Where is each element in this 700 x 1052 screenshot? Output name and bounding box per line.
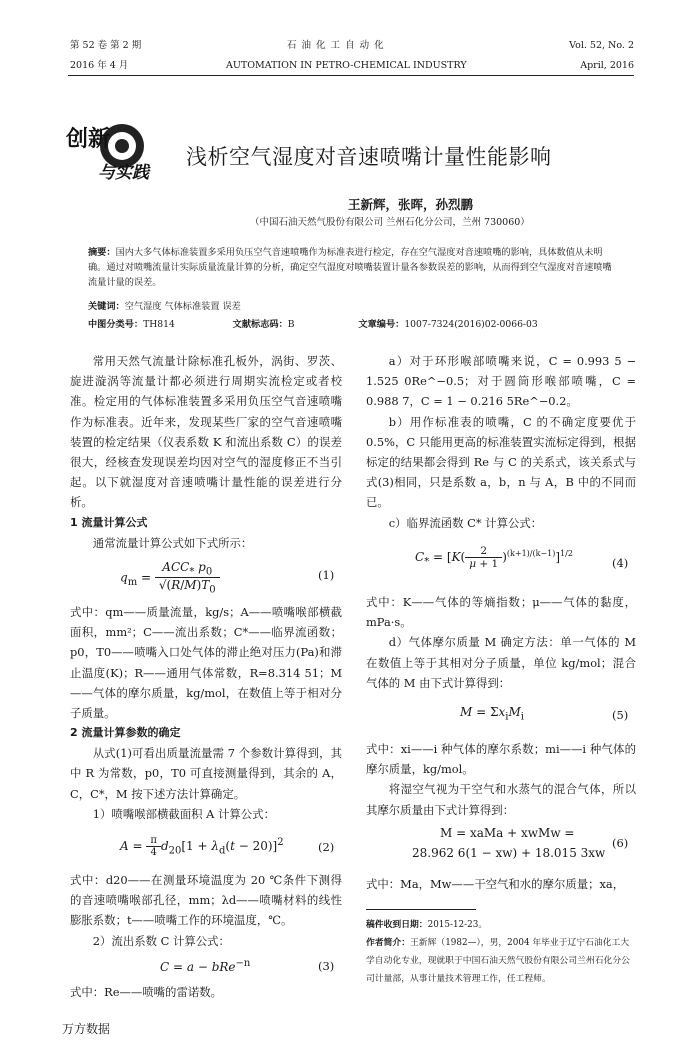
column-logo (64, 120, 172, 182)
abstract (88, 245, 618, 290)
journal-title-cn: 石 油 化 工 自 动 化 (287, 40, 385, 51)
watermark: 万方数据 (62, 1022, 111, 1036)
article-label: 文章编号： (358, 319, 405, 330)
item-c: c）临界流函数 C* 计算公式： (388, 515, 543, 530)
section-1-text: 通常流量计算公式如下式所示： (92, 535, 253, 550)
equation-6-description: 式中：Ma，Mw——干空气和水的摩尔质量；xa， (366, 877, 625, 891)
author-bio (366, 934, 636, 988)
clc-label: 中图分类号： (88, 319, 144, 330)
equation-1-number: (1) (318, 568, 335, 582)
equation-3 (160, 958, 250, 974)
journal-title-en: AUTOMATION IN PETRO-CHEMICAL INDUSTRY (226, 60, 467, 71)
footnote-rule (366, 909, 476, 910)
received-label: 稿件收到日期： (366, 920, 428, 930)
author-bio-label: 作者简介： (366, 938, 410, 948)
abstract-label: 摘要： (88, 247, 116, 258)
left-column (70, 351, 342, 553)
clc-value: TH814 (143, 319, 175, 330)
volume-issue: 第 52 卷 第 2 期 (70, 40, 142, 51)
equation-1-description: 式中：qm——质量流量，kg/s；A——喷嘴喉部横截面积，mm²；C——流出系数；C*——临界流函数；p0，T0——喷嘴入口处气体的滞止绝对压力(Pa)和滞止温度(K)；R——通用气体常数，R=8.314 51；M——气体的摩尔质量，kg/mol，在数值上等于相对分子质量。 (70, 605, 342, 721)
section-2-heading: 2 流量计算参数的确定 (70, 726, 181, 740)
left-column-3 (70, 870, 342, 951)
subsection-1: 1）喷嘴喉部横截面积 A 计算公式： (92, 806, 275, 821)
equation-5-number: (5) (612, 708, 629, 722)
abstract-text: 国内大多气体标准装置多采用负压空气音速喷嘴作为标准表进行检定，存在空气湿度对音速喷嘴的影响，具体数值从未明确。通过对喷嘴流量计实际质量流量计算的分析，确定空气湿度对喷嘴装置计量各参数误差的影响，从而得到空气湿度对音速喷嘴流量计量的误差。 (88, 247, 612, 288)
issue-date: 2016 年 4 月 (70, 60, 129, 71)
header-rule (68, 75, 634, 76)
doc-label: 文献标志码： (232, 319, 288, 330)
authors: 王新辉，张晖，孙烈鹏 (348, 197, 474, 212)
equation-1: $q_m$ = $\frac{ACC_* p_0}{√(R/M)T_0}$ (120, 560, 220, 596)
section-2-text: 从式(1)可看出质量流量需 7 个参数计算得到，其中 R 为常数，p0，T0 可直接测量得到，其余的 A，C，C*，M 按下述方法计算确定。 (70, 746, 342, 801)
right-column-2 (366, 592, 636, 693)
item-d: d）气体摩尔质量 M 确定方法：单一气体的 M 在数值上等于其相对分子质量，单位 kg/mol；混合气体的 M 由下式计算得到： (366, 635, 636, 690)
affiliation: （中国石油天然气股份有限公司 兰州石化分公司，兰州 730060） (250, 217, 530, 228)
right-column-3 (366, 739, 636, 820)
equation-3-exponent: −n (235, 958, 251, 969)
classification (88, 317, 618, 332)
humid-air-text: 将湿空气视为干空气和水蒸气的混合气体，所以其摩尔质量由下式计算得到： (366, 782, 636, 817)
equation-4-description: 式中：K——气体的等熵指数；μ——气体的黏度，mPa·s。 (366, 595, 636, 630)
item-a: a）对于环形喉部喷嘴来说，C = 0.993 5 − 1.525 0Re^−0.5；对于圆筒形喉部喷嘴，C = 0.988 7，C = 1 − 0.216 5Re^−0.2。 (366, 354, 636, 409)
equation-3-number: (3) (318, 959, 335, 973)
equation-6-line-2: 28.962 6(1 − xw) + 18.015 3xw (412, 846, 606, 860)
doc-value: B (287, 319, 295, 330)
received-line (366, 916, 636, 934)
intro-paragraph: 常用天然气流量计除标准孔板外，涡街、罗茨、旋进漩涡等流量计都必须进行周期实流检定或者校准。检定用的气体标准装置多采用负压空气音速喷嘴作为标准表。近年来，发现某些厂家的空气音速喷嘴装置的检定结果（仪表系数 K 和流出系数 C）的误差很大，经核查发现误差均因对空气的湿度修正不当引起。以下就湿度对音速喷嘴计量性能的误差进行分析。 (70, 354, 342, 510)
logo-graphic (64, 120, 172, 182)
equation-6-line-1: M = xaMa + xwMw = (440, 826, 575, 840)
equation-5: $M = \Sigma x_iM_i$ (460, 705, 524, 723)
volume-en: Vol. 52, No. 2 (569, 40, 634, 51)
equation-2-number: (2) (318, 840, 335, 854)
left-column-4 (70, 982, 342, 1002)
footnote (366, 916, 636, 988)
equation-3-body: C = a − bRe (160, 960, 236, 974)
equation-2: A = $\frac{\pi}{4}$ $d_{20}[1 + \lambda_d(t - 20)]^2$ (120, 835, 284, 858)
keywords (88, 299, 618, 314)
article-title: 浅析空气湿度对音速喷嘴计量性能影响 (186, 145, 552, 169)
equation-2-description: 式中：d20——在测量环境温度为 20 ℃条件下测得的音速喷嘴喉部孔径，mm；λd——喷嘴材料的线性膨胀系数；t——喷嘴工作的环境温度，℃。 (70, 873, 342, 928)
equation-6-number: (6) (612, 836, 629, 850)
article-value: 1007-7324(2016)02-0066-03 (404, 319, 538, 330)
right-column (366, 351, 636, 533)
keywords-text: 空气湿度 气体标准装置 误差 (124, 301, 241, 312)
equation-5-description: 式中：xi——i 种气体的摩尔系数；mi——i 种气体的摩尔质量，kg/mol。 (366, 742, 636, 777)
date-en: April, 2016 (580, 60, 634, 71)
logo-text-1: 创新 (66, 127, 111, 152)
equation-4-number: (4) (612, 556, 629, 570)
left-column-2 (70, 602, 342, 824)
subsection-2: 2）流出系数 C 计算公式： (92, 933, 230, 948)
equation-3-description: 式中：Re——喷嘴的雷诺数。 (70, 985, 223, 999)
author-bio-text: 王新辉（1982—），男，2004 年毕业于辽宁石油化工大学自动化专业，现就职于中国石油天然气股份有限公司兰州石化分公司计量部，从事计量技术管理工作，任工程师。 (366, 938, 630, 984)
logo-text-2: 与实践 (98, 163, 149, 182)
section-1-heading: 1 流量计算公式 (70, 515, 148, 529)
keywords-label: 关键词： (88, 301, 125, 312)
equation-4: $C_* = [K$( $\frac{2}{\mu + 1}$ )$^{(k+1)/(k-1)}$]$^{1/2}$ (415, 545, 573, 570)
item-b: b）用作标准表的喷嘴，C 的不确定度要优于 0.5%，C 只能用更高的标准装置实流标定得到，根据标定的结果都会得到 Re 与 C 的关系式，该关系式与式(3)相同，只是系数 a，b，n 与 A，B 中的不同而已。 (366, 414, 636, 510)
right-column-4 (366, 874, 636, 894)
received-date: 2015-12-23。 (427, 920, 488, 930)
